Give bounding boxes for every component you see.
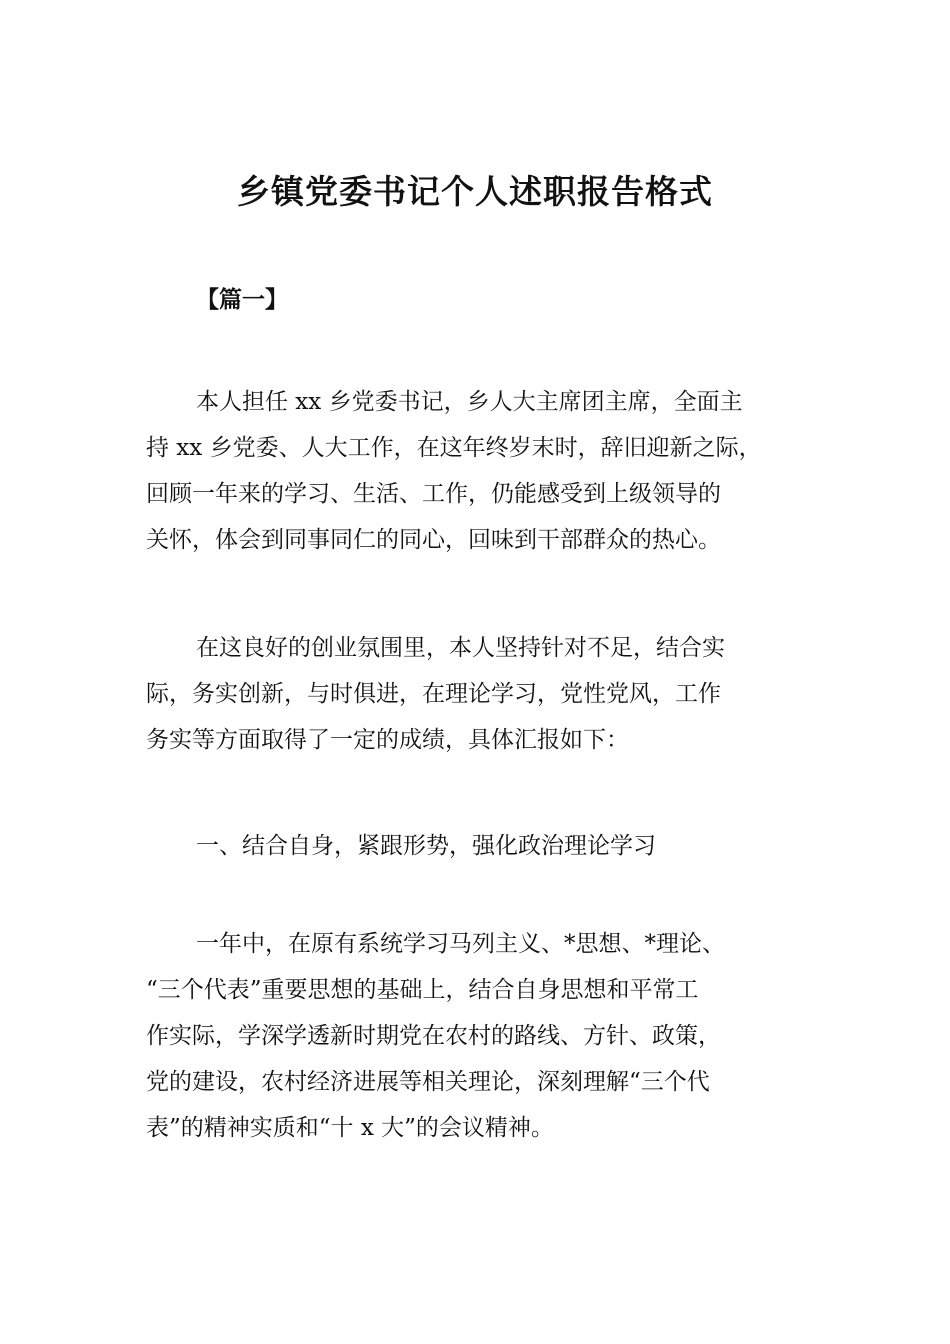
paragraph-line: 本人担任 xx 乡党委书记，乡人大主席团主席，全面主 [196,389,743,415]
paragraph-overview [146,625,816,763]
paragraph-line: 在这良好的创业氛围里，本人坚持针对不足，结合实 [196,635,725,661]
heading-line: 一、结合自身，紧跟形势，强化政治理论学习 [196,833,656,859]
paragraph-study [146,921,816,1151]
paragraph-line: “三个代表”重要思想的基础上，结合自身思想和平常工 [146,977,699,1003]
section-label: 【篇一】 [196,287,288,313]
section-heading [146,823,816,869]
document-title: 乡镇党委书记个人述职报告格式 [237,172,713,211]
paragraph-line: 关怀，体会到同事同仁的同心，回味到干部群众的热心。 [146,527,721,553]
paragraph-line: 际，务实创新，与时俱进，在理论学习，党性党风，工作 [146,681,721,707]
paragraph-intro [146,379,816,563]
paragraph-line: 务实等方面取得了一定的成绩，具体汇报如下： [146,727,629,753]
paragraph-line: 一年中，在原有系统学习马列主义、*思想、*理论、 [196,931,725,957]
paragraph-line: 持 xx 乡党委、人大工作，在这年终岁末时，辞旧迎新之际， [146,435,762,461]
paragraph-line: 作实际，学深学透新时期党在农村的路线、方针、政策， [146,1023,721,1049]
paragraph-line: 回顾一年来的学习、生活、工作，仍能感受到上级领导的 [146,481,721,507]
paragraph-line: 表”的精神实质和“十 x 大”的会议精神。 [146,1115,554,1141]
paragraph-line: 党的建设，农村经济进展等相关理论，深刻理解“三个代 [146,1069,710,1095]
